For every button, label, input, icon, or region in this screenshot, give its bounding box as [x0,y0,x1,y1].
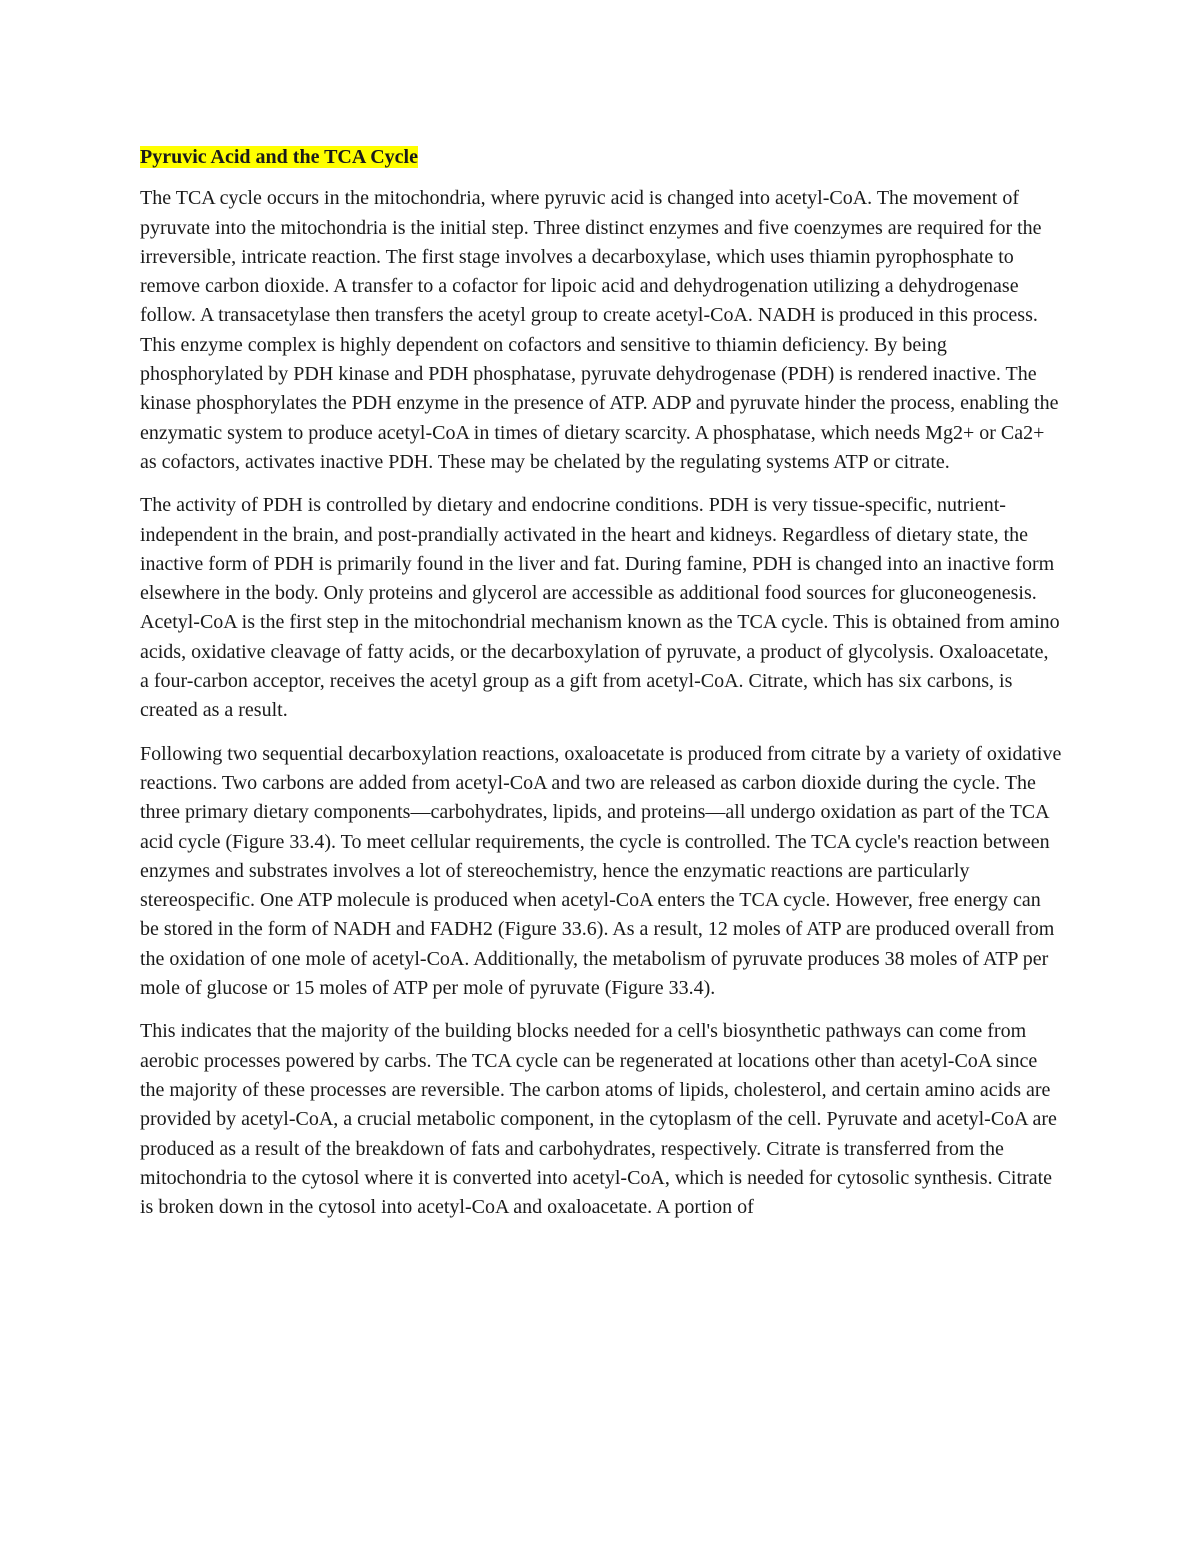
highlighted-title-text: Pyruvic Acid and the TCA Cycle [140,146,418,168]
paragraph-3: Following two sequential decarboxylation reactions, oxaloacetate is produced from citrate by a variety of oxidative reactions. Two carbons are added from acetyl-CoA and two are released as carbon dioxide during the cycle. The three primary dietary components—carbohydrates, lipids, and proteins—all undergo oxidation as part of the TCA acid cycle (Figure 33.4). To meet cellular requirements, the cycle is controlled. The TCA cycle's reaction between enzymes and substrates involves a lot of stereochemistry, hence the enzymatic reactions are particularly stereospecific. One ATP molecule is produced when acetyl-CoA enters the TCA cycle. However, free energy can be stored in the form of NADH and FADH2 (Figure 33.6). As a result, 12 moles of ATP are produced overall from the oxidation of one mole of acetyl-CoA. Additionally, the metabolism of pyruvate produces 38 moles of ATP per mole of glucose or 15 moles of ATP per mole of pyruvate (Figure 33.4). [140,742,1062,1000]
document-body [140,143,1062,1236]
paragraph-1: The TCA cycle occurs in the mitochondria, where pyruvic acid is changed into acetyl-CoA. The movement of pyruvate into the mitochondria is the initial step. Three distinct enzymes and five coenzymes are required for the irreversible, intricate reaction. The first stage involves a decarboxylase, which uses thiamin pyrophosphate to remove carbon dioxide. A transfer to a cofactor for lipoic acid and dehydrogenation utilizing a dehydrogenase follow. A transacetylase then transfers the acetyl group to create acetyl-CoA. NADH is produced in this process. This enzyme complex is highly dependent on cofactors and sensitive to thiamin deficiency. By being phosphorylated by PDH kinase and PDH phosphatase, pyruvate dehydrogenase (PDH) is rendered inactive. The kinase phosphorylates the PDH enzyme in the presence of ATP. ADP and pyruvate hinder the process, enabling the enzymatic system to produce acetyl-CoA in times of dietary scarcity. A phosphatase, which needs Mg2+ or Ca2+ as cofactors, activates inactive PDH. These may be chelated by the regulating systems ATP or citrate. [140,187,1059,473]
paragraph-4: This indicates that the majority of the building blocks needed for a cell's biosynthetic pathways can come from aerobic processes powered by carbs. The TCA cycle can be regenerated at locations other than acetyl-CoA since the majority of these processes are reversible. The carbon atoms of lipids, cholesterol, and certain amino acids are provided by acetyl-CoA, a crucial metabolic component, in the cytoplasm of the cell. Pyruvate and acetyl-CoA are produced as a result of the breakdown of fats and carbohydrates, respectively. Citrate is transferred from the mitochondria to the cytosol where it is converted into acetyl-CoA, which is needed for cytosolic synthesis. Citrate is broken down in the cytosol into acetyl-CoA and oxaloacetate. A portion of [140,1020,1057,1219]
document-title [140,143,1062,172]
paragraph-2: The activity of PDH is controlled by dietary and endocrine conditions. PDH is very tissue-specific, nutrient-independent in the brain, and post-prandially activated in the heart and kidneys. Regardless of dietary state, the inactive form of PDH is primarily found in the liver and fat. During famine, PDH is changed into an inactive form elsewhere in the body. Only proteins and glycerol are accessible as additional food sources for gluconeogenesis. Acetyl-CoA is the first step in the mitochondrial mechanism known as the TCA cycle. This is obtained from amino acids, oxidative cleavage of fatty acids, or the decarboxylation of pyruvate, a product of glycolysis. Oxaloacetate, a four-carbon acceptor, receives the acetyl group as a gift from acetyl-CoA. Citrate, which has six carbons, is created as a result. [140,494,1060,722]
